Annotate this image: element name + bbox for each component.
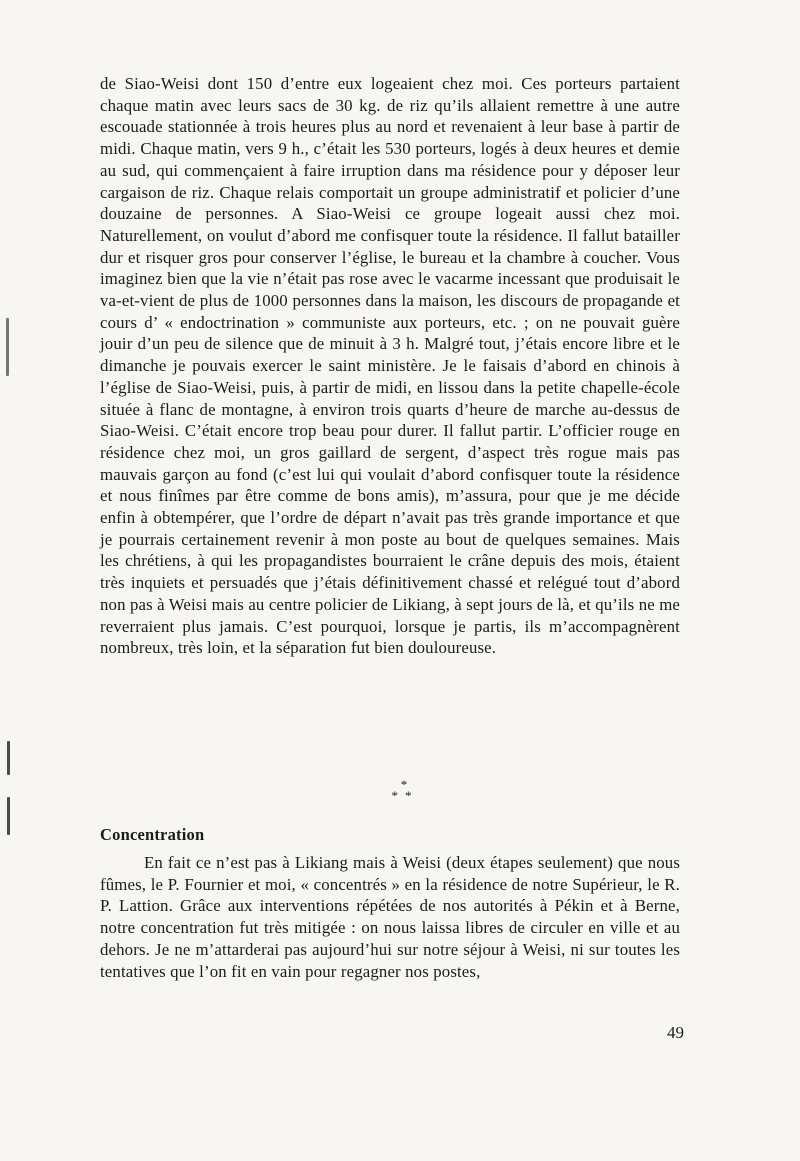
section-separator-asterism [0,778,800,812]
margin-mark-top [6,318,9,376]
section-heading: Concentration [100,825,205,844]
body-paragraph-1: de Siao-Weisi dont 150 d’entre eux logeaient chez moi. Ces porteurs partaient chaque matin avec leurs sacs de 30 kg. de riz qu’ils allaient remettre à une autre escouade stationnée à trois heures plus au nord et revenaient à leur base à partir de midi. Chaque matin, vers 9 h., c’était les 530 porteurs, logés à deux heures et demie au sud, qui commençaient à faire irruption dans ma résidence pour y déposer leur cargaison de riz. Chaque relais comportait un groupe administratif et policier d’une douzaine de personnes. A Siao-Weisi ce groupe logeait aussi chez moi. Naturellement, on voulut d’abord me confisquer toute la résidence. Il fallut batailler dur et risquer gros pour conserver l’église, le bureau et la chambre à coucher. Vous imaginez bien que la vie n’était pas rose avec le vacarme incessant que produisait le va-et-vient de plus de 1000 personnes dans la maison, les discours de propagande et cours d’ « endoctrination » communiste aux porteurs, etc. ; on ne pouvait guère jouir d’un peu de silence que de minuit à 3 h. Malgré tout, j’étais encore libre et le dimanche je pouvais exercer le saint ministère. Je le faisais d’abord en chinois à l’église de Siao-Weisi, puis, à partir de midi, en lissou dans la petite chapelle-école située à flanc de montagne, à environ trois quarts d’heure de marche au-dessus de Siao-Weisi. C’était encore trop beau pour durer. Il fallut partir. L’officier rouge en résidence chez moi, un gros gaillard de sergent, d’aspect très rogue mais pas mauvais garçon au fond (c’est lui qui voulait d’abord confisquer toute la résidence et nous finîmes par être comme de bons amis), m’assura, pour que je me décide enfin à obtempérer, que l’ordre de départ n’avait pas très grande importance et que je pourrais certainement revenir à mon poste au bout de quelques semaines. Mais les chrétiens, à qui les propagandistes bourraient le crâne depuis des mois, étaient très inquiets et persuadés que j’étais définitivement chassé et relégué tout d’abord non pas à Weisi mais au centre policier de Likiang, à sept jours de là, et qu’ils ne me reverraient plus jamais. C’est pourquoi, lorsque je partis, ils m’accompagnèrent nombreux, très loin, et la séparation fut bien douloureuse. [100,74,680,658]
asterism-bottom-stars: ** [391,788,419,803]
margin-mark-middle [7,741,10,775]
asterism-top-star: * [400,777,408,792]
body-paragraph-2: En fait ce n’est pas à Likiang mais à Weisi (deux étapes seulement) que nous fûmes, le P. Fournier et moi, « concentrés » en la résidence de notre Supérieur, le R. P. Lattion. Grâce aux interventions répétées de nos autorités à Pékin et à Berne, notre concentration fut très mitigée : on nous laissa libres de circuler en ville et au dehors. Je ne m’attarderai pas aujourd’hui sur notre séjour à Weisi, ni sur toutes les tentatives que l’on fit en vain pour regagner nos postes, [100,853,680,981]
page-number: 49 [667,1023,684,1042]
